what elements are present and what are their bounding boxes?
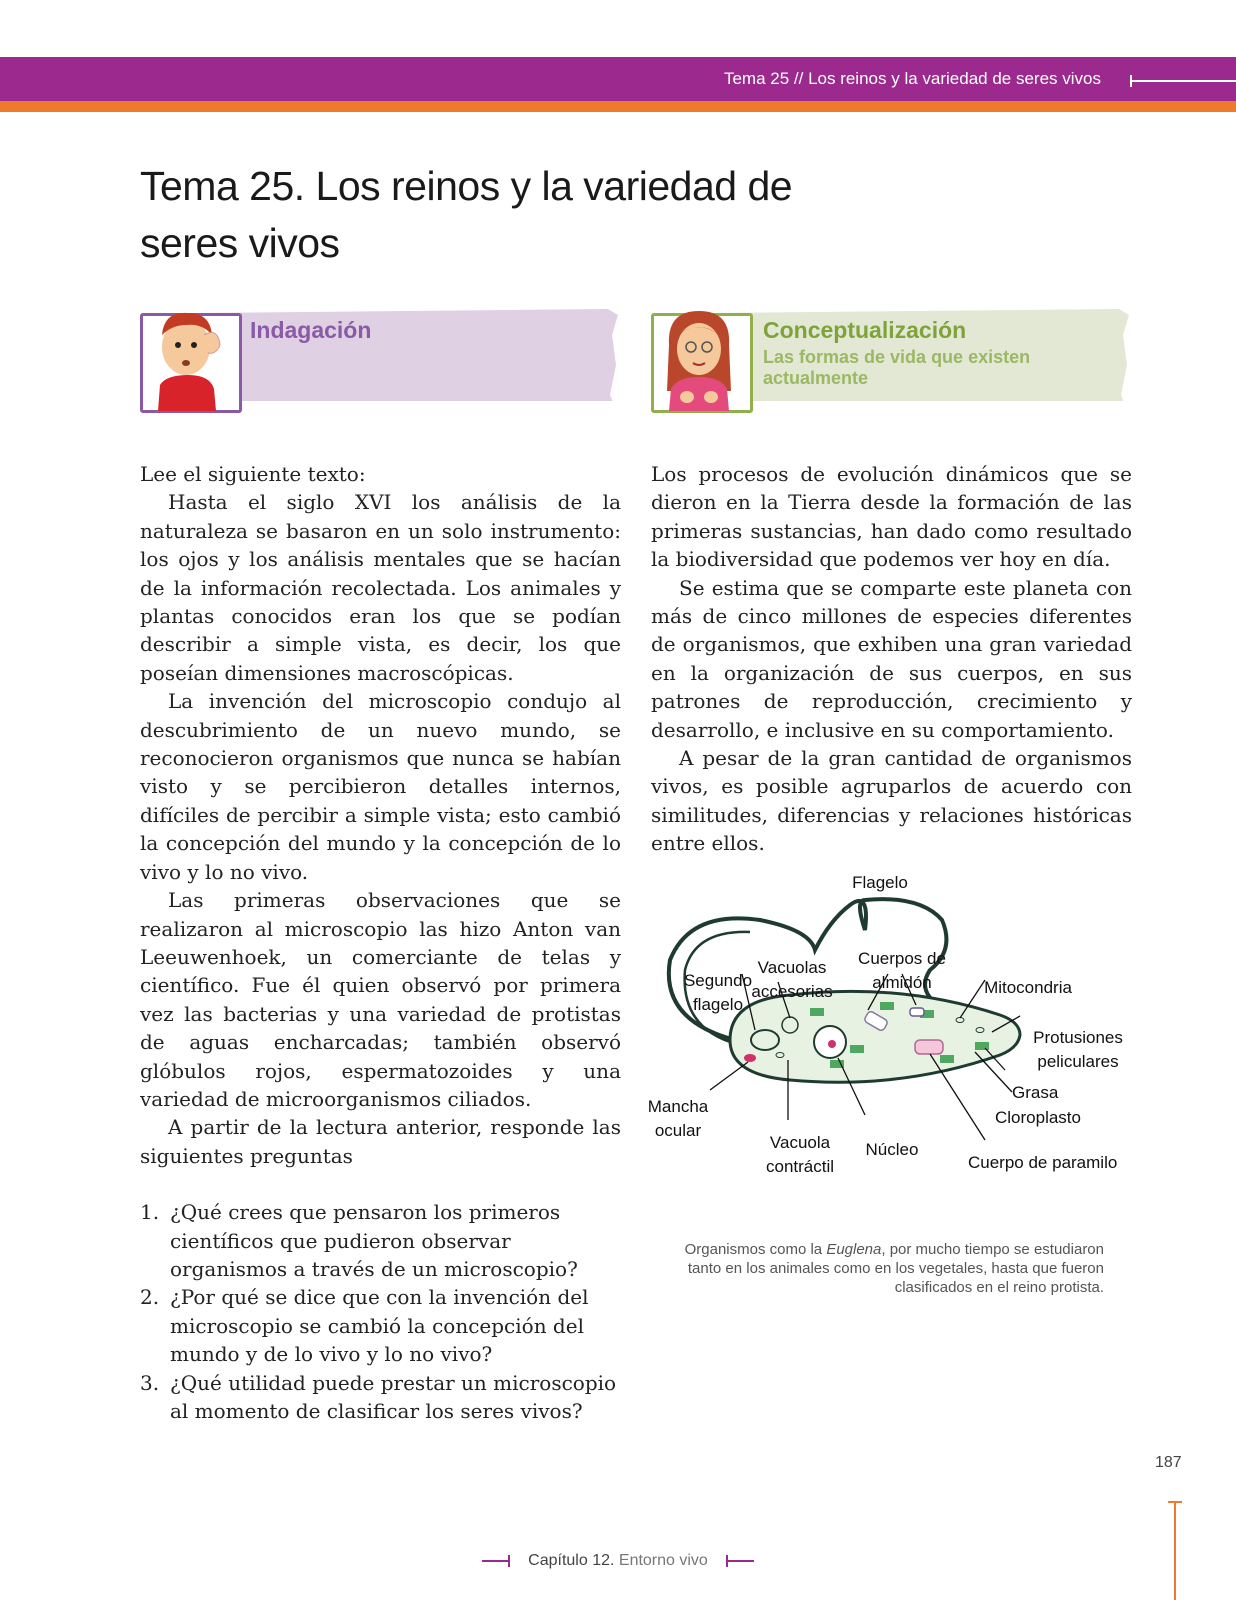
label-nucleo: Núcleo (865, 1140, 919, 1159)
question-text: ¿Por qué se dice que con la invención del microscopio se cambió la concepción del mundo y de lo vivo y lo no vivo? (170, 1285, 589, 1367)
indagacion-banner (140, 305, 620, 411)
paragraph: Hasta el siglo XVI los análisis de la naturaleza se basaron en un solo instrumento: los ojos y los análisis mentales que se hacían de la información recolectada. Los animales y plantas conocidos eran los que se podían describir a simple vista, es decir, los que poseían dimensiones macroscópicas. (140, 490, 621, 685)
label-vacuolas-1: Vacuolas (757, 958, 827, 977)
label-protusiones-1: Protusiones (1033, 1028, 1123, 1047)
euglena-diagram (640, 870, 1140, 1190)
caption-italic: Euglena (826, 1241, 882, 1258)
label-segundo-1: Segundo (683, 971, 753, 990)
footer-chapter-name: Entorno vivo (618, 1552, 708, 1569)
paragraph: Los procesos de evolución dinámicos que se dieron en la Tierra desde la formación de las primeras sustancias, han dado como resultado la biodiversidad que podemos ver hoy en día. (651, 462, 1132, 572)
label-mancha-2: ocular (654, 1121, 702, 1140)
question-text: ¿Qué utilidad puede prestar un microscopio al momento de clasificar los seres vivos? (170, 1370, 617, 1423)
right-column (651, 460, 1132, 858)
paragraph: A partir de la lectura anterior, responde las siguientes preguntas (140, 1115, 621, 1168)
paragraph: Las primeras observaciones que se realizaron al microscopio las hizo Anton van Leeuwenhoek, un comerciante de telas y científico. Fue él quien observó por primera vez las bacterias y una variedad de protistas de aguas encharcadas; también observó glóbulos rojos, espermatozoides y una variedad de microorganismos ciliados. (140, 888, 621, 1111)
paragraph: La invención del microscopio condujo al descubrimiento de un nuevo mundo, se reconocieron organismos que nunca se habían visto y se percibieron detalles internos, difíciles de percibir a simple vista; esto cambió la concepción del mundo y la concepción de lo vivo y lo no vivo. (140, 689, 621, 884)
label-vacuola-2: contráctil (765, 1157, 835, 1176)
label-vacuola-1: Vacuola (769, 1133, 831, 1152)
caption-text: Organismos como la (684, 1241, 827, 1258)
question-item (140, 1198, 621, 1283)
page-marker-line (1174, 1502, 1176, 1600)
question-list (140, 1198, 621, 1425)
question-number: 2. (140, 1285, 160, 1310)
label-grasa: Grasa (1012, 1083, 1059, 1102)
footer-rule (482, 1560, 510, 1562)
header-rule (1132, 80, 1236, 82)
footer (0, 1552, 1236, 1570)
page-title: Tema 25. Los reinos y la variedad de seres vivos (140, 163, 793, 266)
caption-text: , por mucho tiempo se estudiaron tanto en los animales como en los vegetales, hasta que fueron clasificados en el reino protista. (687, 1241, 1104, 1296)
label-cloroplasto: Cloroplasto (995, 1108, 1081, 1127)
paragraph: A pesar de la gran cantidad de organismos vivos, es posible agruparlos de acuerdo con similitudes, diferencias y relaciones históricas entre ellos. (651, 746, 1132, 856)
paragraph: Se estima que se comparte este planeta con más de cinco millones de especies diferentes de organismos, que exhiben una gran variedad en la organización de sus cuerpos, en sus patrones de reproducción, crecimiento y desarrollo, e inclusive en su comportamiento. (651, 575, 1132, 742)
label-vacuolas-2: accesorias (751, 982, 833, 1001)
question-text: ¿Qué crees que pensaron los primeros científicos que pudieron observar organismos a través de un microscopio? (170, 1200, 578, 1281)
banner-subtitle: Las formas de vida que existen actualmente (763, 347, 1031, 388)
footer-chapter: Capítulo 12. (528, 1552, 615, 1569)
conceptualizacion-banner (651, 305, 1131, 411)
question-item (140, 1283, 621, 1368)
banner-title: Conceptualización (763, 317, 967, 343)
question-item (140, 1369, 621, 1426)
label-segundo-2: flagelo (692, 995, 744, 1014)
label-flagelo: Flagelo (852, 873, 908, 892)
running-header: Tema 25 // Los reinos y la variedad de seres vivos (723, 69, 1101, 88)
page-number: 187 (1155, 1454, 1182, 1471)
boy-avatar-icon (146, 305, 230, 411)
header-accent-band (0, 101, 1236, 112)
question-number: 1. (140, 1200, 160, 1225)
label-mitocondria: Mitocondria (984, 978, 1072, 997)
label-cuerpos-2: almidón (872, 973, 932, 992)
label-protusiones-2: peliculares (1037, 1052, 1119, 1071)
left-column (140, 460, 621, 1425)
footer-rule (726, 1560, 754, 1562)
banner-title: Indagación (250, 317, 372, 343)
cell-body (730, 991, 1020, 1082)
girl-avatar-icon (657, 305, 741, 411)
label-mancha-1: Mancha (647, 1097, 709, 1116)
label-cuerpos-1: Cuerpos de (858, 949, 946, 968)
label-paramilo: Cuerpo de paramilo (968, 1153, 1118, 1172)
reading-intro: Lee el siguiente texto: (140, 462, 366, 486)
question-number: 3. (140, 1370, 160, 1395)
diagram-caption (660, 1240, 1104, 1297)
